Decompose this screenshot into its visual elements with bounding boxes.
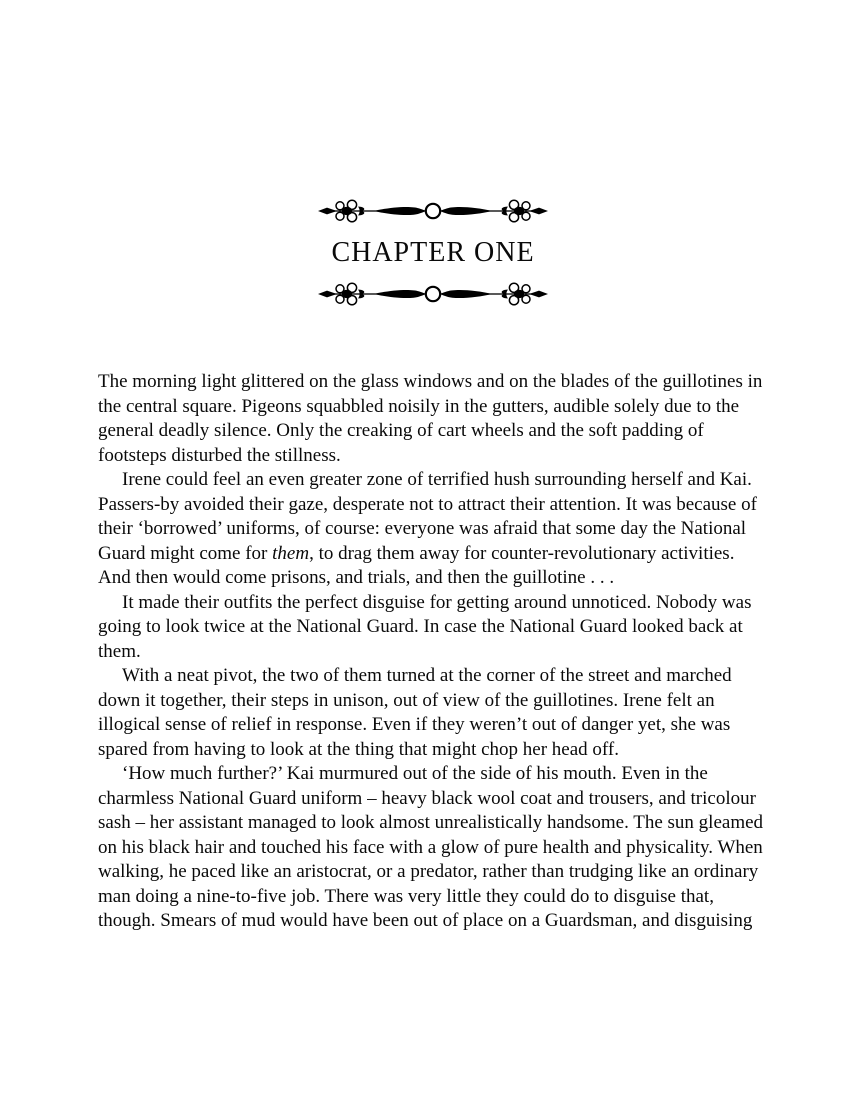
chapter-title: CHAPTER ONE (331, 237, 535, 268)
paragraph (98, 664, 770, 762)
text-run: The morning light glittered on the glass windows and on the blades of the guillotines in the central square. Pigeons squabbled noisily in the gutters, audible solely due to the general deadly silence. Only the creaking of cart wheels and the soft padding of footsteps disturbed the stillness. (98, 371, 763, 466)
chapter-heading (0, 198, 866, 307)
body-text (98, 370, 770, 934)
text-run: It made their outfits the perfect disguise for getting around unnoticed. Nobody was going to look twice at the National Guard. In case the National Guard looked back at them. (98, 591, 752, 662)
fleuron-divider-bottom-icon (317, 281, 549, 307)
paragraph (98, 370, 770, 468)
paragraph (98, 468, 770, 591)
paragraph (98, 591, 770, 665)
italic-text-run: them (272, 542, 310, 564)
text-run: ‘How much further?’ Kai murmured out of the side of his mouth. Even in the charmless National Guard uniform – heavy black wool coat and trousers, and tricolour sash – her assistant managed to look almost unrealistically handsome. The sun gleamed on his black hair and touched his face with a glow of pure health and physicality. When walking, he paced like an aristocrat, or a predator, rather than trudging like an ordinary man doing a nine-to-five job. There was very little they could do to disguise that, though. Smears of mud would have been out of place on a Guardsman, and disguising (98, 763, 764, 931)
text-run: Irene could feel an even greater zone of terrified hush surrounding herself and Kai. Passers-by avoided their gaze, desperate not to attract their attention. It was because of their ‘borrowed’ uniforms, of course: everyone was afraid that some day the National Guard might come for (98, 469, 757, 564)
fleuron-divider-top-icon (317, 198, 549, 224)
text-run: , to drag them away for counter-revolutionary activities. And then would come prisons, and trials, and then the guillotine . . . (98, 542, 735, 588)
text-run: With a neat pivot, the two of them turned at the corner of the street and marched down it together, their steps in unison, out of view of the guillotines. Irene felt an illogical sense of relief in response. Even if they weren’t out of danger yet, she was spared from having to look at the thing that might chop her head off. (98, 665, 732, 760)
paragraph (98, 762, 770, 934)
